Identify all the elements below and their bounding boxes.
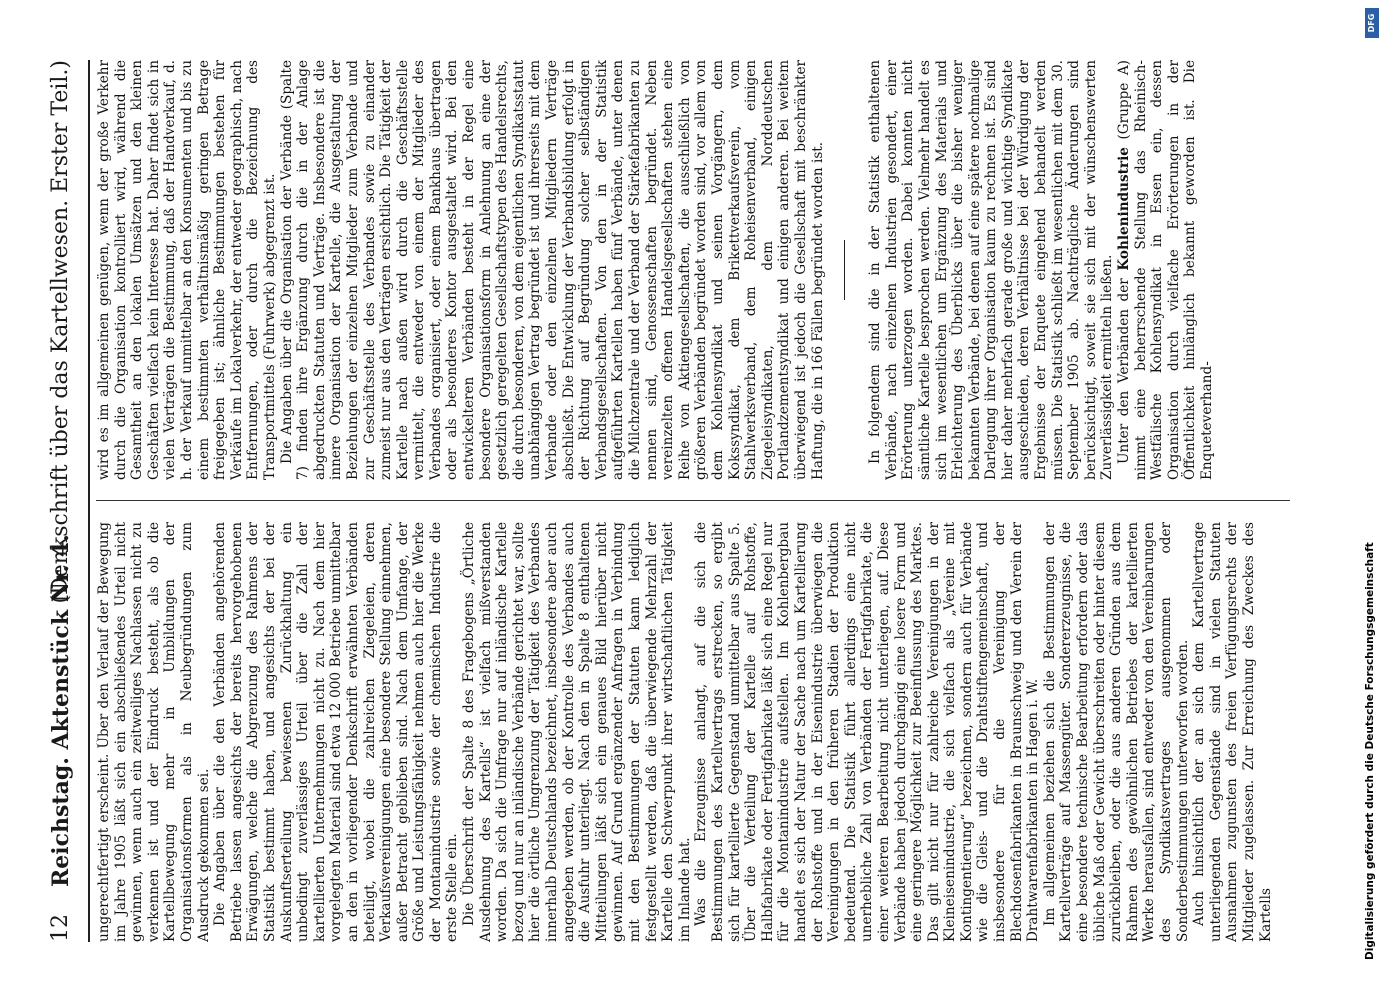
paragraph: Die Angaben über die Organisation der Verbände (Spalte 7) finden ihre Ergänzung durch die in der Anlage abgedruckten Statuten und Verträge. Insbesondere ist die innere Organisation der Kartelle, die Ausgestaltung der Beziehungen der einzelnen Mitglieder zum Verbande und zur Geschäftsstelle des Verbandes sowie zu einander zumeist nur aus den Verträgen ersichtlich. Die Tätigkeit der Kartelle nach außen wird durch die Geschäftsstelle vermittelt, die entweder von einem der Mitglieder des Verbandes organisiert, oder einem Bankhaus übertragen oder als besonderes Kontor ausgestaltet wird. Bei den entwickelteren Verbänden besteht in der Regel eine besondere Organisationsform in Anlehnung an eine der gesetzlich geregelten Gesellschaftstypen des Handelsrechts, die durch besonderen, von dem eigentlichen Syndikatsstatut unabhängigen Vertrag begründet ist und ihrerseits mit dem Verbande oder den einzelnen Mitgliedern Verträge abschließt. Die Entwicklung der Verbandsbildung erfolgt in der Richtung auf Begründung solcher selbständigen Verbandsgesellschaften. Von den in der Statistik aufgeführten Kartellen haben fünf Verbände, unter denen die Milchzentrale und der Verband der Stärkefabrikanten zu nennen sind, Genossenschaften begründet. Neben vereinzelten offenen Handelsgesellschaften stehen eine Reihe von Aktiengesellschaften, die ausschließlich von größeren Verbänden begründet worden sind, vor allem von dem Kohlensyndikat und seinen Vorgängern, dem Kokssyndikat, dem Brikettverkaufsverein, vom Stahlwerksverband, dem Roheisenverband, einigen Ziegeleisyndikaten, dem Norddeutschen Portlandzementsyndikat und einigen anderen. Bei weitem überwiegend ist jedoch die Gesellschaft mit beschränkter Haftung, die in 166 Fällen begründet worden ist. xyxy=(278,60,826,480)
running-head xyxy=(48,60,82,942)
digitization-note xyxy=(1359,40,1381,960)
paragraph: Auch hinsichtlich der an sich dem Kartellvertrage unterliegenden Gegenstände sind in vielen Statuten Ausnahmen zugunsten des freien Verfügungsrechts der Mitglieder zugelassen. Zur Erreichung des Zweckes des Kartells xyxy=(1191,522,1274,942)
paragraph: In folgendem sind die in der Statistik enthaltenen Verbände, nach einzelnen Industrien gesondert, einer Erörterung unterzogen worden. Dabei konnten nicht sämtliche Kartelle besprochen werden. Vielmehr handelt es sich im wesentlichen um Ergänzung des Materials und Erleichterung des Überblicks über die bisher weniger bekannten Verbände, bei denen auf eine spätere nochmalige Darlegung ihrer Organisation kaum zu rechnen ist. Es sind hier daher mehrfach gerade große und wichtige Syndikate ausgeschieden, deren Verhältnisse bei der Würdigung der Ergebnisse der Enquete eingehend behandelt werden müssen. Die Statistik schließt im wesentlichen mit dem 30. September 1905 ab. Nachträgliche Änderungen sind berücksichtigt, soweit sie sich mit der wünschenswerten Zuverlässigkeit ermitteln ließen. xyxy=(867,60,1116,480)
paragraph: Im allgemeinen beziehen sich die Bestimmungen der Kartellverträge auf Massengüter. Sondererzeugnisse, die eine besondere technische Bearbeitung erfordern oder das übliche Maß oder Gewicht überschreiten oder hinter diesem zurückbleiben, oder die aus anderen Gründen aus dem Rahmen des gewöhnlichen Betriebes der kartellierten Werke herausfallen, sind entweder von den Vereinbarungen des Syndikatsvertrages ausgenommen oder Sonderbestimmungen unterworfen worden. xyxy=(1041,522,1191,942)
paragraph-rest: (Gruppe A) nimmt eine beherrschende Stellung das Rheinisch-Westfälische Kohlensyndikat in Essen ein, dessen Organisation durch vielfache Erörterungen in der Öffentlichkeit hinlänglich bekannt geworden ist. Die Enqueteverhand- xyxy=(1116,60,1215,480)
paragraph: wird es im allgemeinen genügen, wenn der große Verkehr durch die Organisation kontrolliert wird, während die Gesamtheit an den lokalen Umsätzen und den kleinen Geschäften vielfach kein Interesse hat. Daher findet sich in vielen Verträgen die Bestimmung, daß der Handverkauf, d. h. der Verkauf unmittelbar an den Konsumenten und bis zu einem bestimmten verhältnismäßig geringen Betrage freigegeben ist; ähnliche Bestimmungen bestehen für Verkäufe im Lokalverkehr, der entweder geographisch, nach Entfernungen, oder durch die Bezeichnung des Transportmittels (Fuhrwerk) abgegrenzt ist. xyxy=(96,60,278,480)
running-title-right: (Denkschrift über das Kartellwesen. Erster Teil.) xyxy=(48,60,73,604)
paragraph: Was die Erzeugnisse anlangt, auf die sich die Bestimmungen des Kartellvertrags erstrecken, so ergibt sich für kartellierte Gegenstand unmittelbar aus Spalte 5. Über die Verteilung der Kartelle auf Rohstoffe, Halbfabrikate oder Fertigfabrikate läßt sich eine Regel nur für die Montanindustrie aufstellen. Im Kohlenbergbau handelt es sich der Natur der Sache nach um Kartellierung der Rohstoffe und in der Eisenindustrie überwiegen die Vereinigungen in den früheren Stadien der Produktion bedeutend. Die Statistik führt allerdings eine nicht unerhebliche Zahl von Verbänden der Fertigfabrikate, die einer weiteren Bearbeitung nicht unterliegen, auf. Diese Verbände haben jedoch durchgängig eine losere Form und eine geringere Möglichkeit zur Beeinflussung des Marktes. Das gilt nicht nur für zahlreiche Vereinigungen in der Kleineisenindustrie, die sich vielfach als „Vereine mit Kontingentierung“ bezeichnen, sondern auch für Verbände wie die Gleis- und die Drahtstiftengemeinschaft, und insbesondere für die Vereinigung der Blechdosenfabrikanten in Braunschweig und den Verein der Drahtwarenfabrikanten in Hagen i. W. xyxy=(693,522,1042,942)
left-column xyxy=(96,522,1290,942)
page-number: 12 xyxy=(48,914,73,942)
section-rule xyxy=(844,240,845,300)
column-divider xyxy=(96,500,1290,501)
paragraph: Die Angaben über die den Verbänden angehörenden Betriebe lassen angesichts der bereits hervorgehobenen Erwägungen, welche die Abgrenzung des Rahmens der Statistik bestimmt haben, und angesichts der bei der Auskunftserteilung bewiesenen Zurückhaltung ein unbedingt zuverlässiges Urteil über die Zahl der kartellierten Unternehmungen nicht zu. Nach dem hier vorgelegten Material sind etwa 12 000 Betriebe unmittelbar an den in vorliegender Denkschrift erwähnten Verbänden beteiligt, wobei die zahlreichen Ziegeleien, deren Verkaufsvereinigungen eine besondere Stellung einnehmen, außer Betracht geblieben sind. Nach dem Umfange, der Größe und Leistungsfähigkeit nehmen auch hier die Werke der Montanindustrie sowie der chemischen Industrie die erste Stelle ein. xyxy=(212,522,461,942)
right-column xyxy=(96,60,1290,480)
paragraph: ungerechtfertigt erscheint. Über den Verlauf der Bewegung im Jahre 1905 läßt sich ein abschließendes Urteil nicht gewinnen, wenn auch ein zeitweiliges Nachlassen nicht zu verkennen ist und der Eindruck besteht, als ob die Kartellbewegung mehr in Umbildungen der Organisationsformen als in Neubegründungen zum Ausdruck gekommen sei. xyxy=(96,522,212,942)
text-columns xyxy=(96,60,1290,942)
header-rule xyxy=(88,60,90,942)
dfg-logo xyxy=(1365,8,1379,38)
running-title-left: Reichstag. Aktenstück Nr. 4. xyxy=(48,534,74,887)
paragraph-kohlenindustrie xyxy=(1116,60,1216,480)
dfg-logo-text: DFG xyxy=(1367,13,1376,33)
paragraph: Die Überschrift der Spalte 8 des Fragebogens „Örtliche Ausdehnung des Kartells“ ist vielfach mißverstanden worden. Da sich die Umfrage nur auf inländische Kartelle bezog und nur an inländische Verbände gerichtet war, sollte hier die örtliche Umgrenzung der Tätigkeit des Verbandes innerhalb Deutschlands bezeichnet, insbesondere aber auch angegeben werden, ob der Kontrolle des Verbandes auch die Ausfuhr unterliegt. Nach den in Spalte 8 enthaltenen Mitteilungen läßt sich ein genaues Bild hierüber nicht gewinnen. Auf Grund ergänzender Anfragen in Verbindung mit den Bestimmungen der Statuten kann lediglich festgestellt werden, daß die überwiegende Mehrzahl der Kartelle den Schwerpunkt ihrer wirtschaftlichen Tätigkeit im Inlande hat. xyxy=(461,522,693,942)
paragraph-lead: Unter den Verbänden der xyxy=(1116,270,1133,464)
emphasis-kohlenindustrie: Kohlenindustrie xyxy=(1116,147,1133,271)
digitization-note-text: Digitalisierung gefördert durch die Deutsche Forschungsgemeinschaft xyxy=(1364,542,1376,960)
